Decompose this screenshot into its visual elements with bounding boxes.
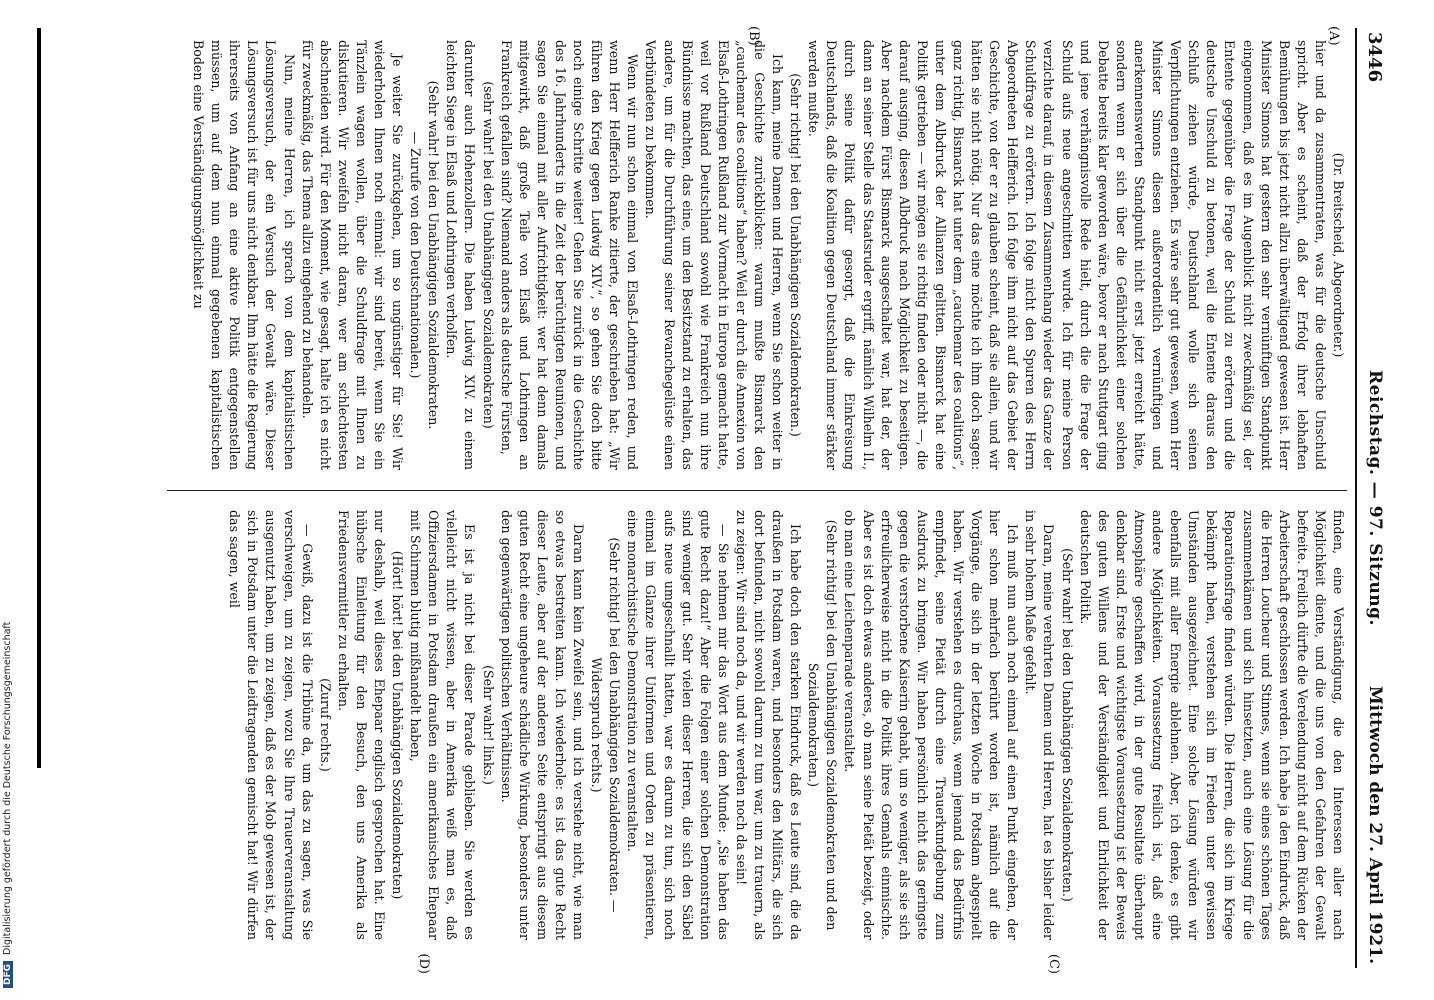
right-column <box>177 510 1347 940</box>
interjection: (Sehr richtig! bei den Unabhängigen Sozialdemokraten. — Widerspruch rechts.) <box>589 537 623 913</box>
dfg-logo: DFG <box>3 961 13 988</box>
paragraph: — Sie nehmen mir das Wort aus dem Munde: „Sie haben das gute Recht dazu!“ Aber die Folgen einer solchen Demonstration sind weniger gut. Sehr vielen dieser Herren, die sich den Säbel aufs neue umgeschnallt hatten, war es darum zu tun, sich noch einmal im Glanze ihrer Uniformen und Orden zu präsentieren, eine monarchistische Demonstration zu veranstalten. <box>625 510 731 940</box>
paragraph: Ich muß nun auch noch einmal auf einen Punkt eingehen, der hier schon mehrfach berührt worden ist, nämlich auf die Vorgänge, die sich in der letzten Woche in Potsdam abgespielt haben. Wir verstehen es durchaus, wenn jemand das Bedürfnis empfindet, seine Pietät durch eine Trauerkundgebung zum Ausdruck zu bringen. Wir haben persönlich nicht das geringste gegen die verstorbene Kaiserin gehabt, um so weniger, als sie sich erfreulicherweise nicht in die Politik ihres Gemahls einmischte. Aber es ist doch etwas anderes, ob man seine Pietät bezeigt, oder ob man eine Leichenparade veranstaltet. <box>842 510 1021 940</box>
interjection: — Zurufe von den Deutschnationalen.) <box>408 131 424 379</box>
page-number: 3446 <box>1364 32 1385 83</box>
paragraph: hier und da zusammentraten, was für die deutsche Unschuld spricht. Aber es scheint, daß der Erfolg ihrer lebhaften Bemühungen bis jetzt nicht allzu überwältigend gewesen ist. Herr Minister Simons hat gestern den sehr vernünftigen Standpunkt eingenommen, daß es im Augenblick nicht zweckmäßig sei, der Entente gegenüber die Frage der Schuld zu erörtern und die deutsche Unschuld zu betonen, weil die Entente daraus den Schluß ziehen würde, Deutschland wolle sich seinen Verpflichtungen entziehen. Es wäre sehr gut gewesen, wenn Herr Minister Simons diesen außerordentlich vernünftigen und anerkennenswerten Standpunkt nicht erst jetzt erreicht hätte, sondern wenn er sich über die Gefährlichkeit einer solchen Debatte bereits klar geworden wäre, bevor er nach Stuttgart ging und jene verhängnisvolle Rede hielt, durch die die Frage der Schuld aufs neue angeschnitten wurde. Ich für meine Person verzichte darauf, in diesem Zusammenhang wieder das Ganze der Schuldfrage zu erörtern. Ich folge nicht den Spuren des Herrn Abgeordneten Helfferich. Ich folge ihm nicht auf das Gebiet der Geschichte, von der er zu glauben scheint, daß sie allein, und wir hätten sie nicht nötig. Nur das eine möchte ich ihm doch sagen: ganz richtig, Bismarck hat unter dem „cauchemar des coalitions“, unter dem Albdruck der Allianzen gelitten. Bismarck hat eine Politik getrieben — wir mögen sie richtig finden oder nicht —, die darauf ausging, diesen Albdruck nach Möglichkeit zu beseitigen. Aber nachdem Fürst Bismarck ausgeschaltet war, hat der, der dann an seiner Stelle das Staatsruder ergriff, nämlich Wilhelm II., durch seine Politik dafür gesorgt, daß die Einkreisung Deutschlands, daß die Koalition gegen Deutschland immer stärker werden mußte. <box>806 40 1328 470</box>
paragraph: Es ist ja nicht bei dieser Parade geblieben. Sie werden es vielleicht nicht wissen, aber in Amerika weiß man es, daß Offiziersdamen in Potsdam draußen ein amerikanisches Ehepaar mit Schirmen blutig mißhandelt haben, <box>408 510 478 940</box>
scan-edge-rule <box>37 28 41 768</box>
digitization-credit <box>2 622 13 988</box>
paragraph: Wenn wir nun schon einmal von Elsaß-Lothringen reden, und wenn Herr Helfferich Ranke zitierte, der geschrieben hat: „Wir führen den Krieg gegen Ludwig XIV.“, so gehen Sie doch bitte noch einige Schritte weiter! Gehen Sie zurück in die Geschichte des 16. Jahrhunderts in die Zeit der berüchtigten Reunionen, und sagen Sie einmal mit aller Aufrichtigkeit: wer hat denn damals mitgewirkt, daß große Teile von Elsaß und Lothringen an Frankreich gefallen sind? Niemand anders als deutsche Fürsten, <box>498 40 641 470</box>
column-divider <box>167 490 1347 491</box>
paragraph: Daran, meine verehrten Damen und Herren, hat es bisher leider in sehr hohem Maße gefehlt. <box>1023 510 1057 940</box>
paragraph: darunter auch Hohenzollern. Die haben Ludwig XIV. zu einem leichten Siege in Elsaß und Lothringen verholfen. <box>444 40 478 470</box>
interjection: (Sehr wahr! bei den Unabhängigen Sozialdemokraten. <box>426 80 442 430</box>
margin-mark-d: (D) <box>416 953 431 974</box>
paragraph: nur deshalb, weil dieses Ehepaar englisch gesprochen hat. Eine hübsche Einleitung für den Besuch, den uns Amerika als Friedensvermittler zu erhalten. <box>335 510 388 940</box>
margin-mark-a: (A) <box>1326 26 1341 46</box>
interjection: (Sehr wahr! bei den Unabhängigen Sozialdemokraten.) <box>1059 548 1075 902</box>
interjection: (Hört! hört! bei den Unabhängigen Sozialdemokraten) <box>390 550 406 900</box>
interjection: (Sehr richtig! bei den Unabhängigen Sozialdemokraten.) <box>788 73 804 437</box>
paragraph: Ich kann, meine Damen und Herren, wenn Sie schon weiter in die Geschichte zurückblicken: warum mußte Bismarck den „cauchemar des coalitions“ haben? Weil er durch die Annexion von Elsaß-Lothringen Rußland zur Vormacht in Europa gemacht hatte, weil vor Rußland Deutschland sowohl wie Frankreich nun ihre Bündnisse machten, das eine, um den Besitzstand zu erhalten, das andere, um für die Durchführung seiner Revanchegelüste einen Verbündeten zu bekommen. <box>643 40 786 470</box>
paragraph: Je weiter Sie zurückgehen, um so ungünstiger für Sie! Wir wiederholen Ihnen noch einmal: wir sind bereit, wenn Sie ein Tänzlein wagen wollen, über die Schuldfrage mit Ihnen zu diskutieren. Wir zweifeln nicht daran, wer am schlechtesten abschneiden wird. Für den Moment, wie gesagt, halte ich es nicht für zweckmäßig, das Thema allzu eingehend zu behandeln. <box>299 40 406 470</box>
speaker-line: (Dr. Breitscheid, Abgeordneter.) <box>1331 152 1346 358</box>
page-header <box>1355 28 1391 968</box>
paragraph: Nun, meine Herren, ich sprach von dem kapitalistischen Lösungsversuch, der ein Versuch der Gewalt wäre. Dieser Lösungsversuch ist für uns nicht denkbar. Ihm hätte die Regierung ihrerseits von Anfang an eine aktive Politik entgegenstellen müssen, um auf dem nun einmal gegebenen kapitalistischen Boden eine Verständigungsmöglichkeit zu <box>191 40 297 470</box>
session-date: Mittwoch den 27. April 1921. <box>1365 685 1385 964</box>
margin-mark-c: (C) <box>1046 953 1061 974</box>
paragraph: Daran kann kein Zweifel sein, und ich verstehe nicht, wie man so etwas bestreiten kann. Ich wiederhole: es ist das gute Recht dieser Leute, aber auf der anderen Seite entspringt aus diesem guten Recht eine ungeheure schädliche Wirkung, besonders unter den gegenwärtigen politischen Verhältnissen. <box>498 510 587 940</box>
running-title: Reichstag. — 97. Sitzung. <box>1365 370 1385 626</box>
text-columns <box>157 28 1347 968</box>
interjection: (sehr wahr! bei den Unabhängigen Sozialdemokraten) <box>480 81 496 429</box>
left-column <box>177 40 1347 470</box>
paragraph: finden, eine Verständigung, die den Interessen aller nach Möglichkeit diente, und die uns von den Gefahren der Gewalt befreite. Freilich dürfte die Verelendung nicht auf dem Rücken der Arbeiterschaft geschlossen werden. Ich habe ja den Eindruck, daß die Herren Loucheur und Stinnes, wenn sie eines schönen Tages zusammenkämen und sich hinsetzten, auch eine Lösung für die Reparationsfrage finden würden. Die Herren, die sich im Kriege bekämpft haben, verstehen sich im Frieden unter gewissen Umständen ausgezeichnet. Eine solche Lösung würden wir ebenfalls mit aller Energie ablehnen. Aber, ich denke, es gibt andere Möglichkeiten. Voraussetzung freilich ist, daß eine Atmosphäre geschaffen wird, in der gute Resultate überhaupt denkbar sind. Erste und wichtigste Voraussetzung ist der Beweis des guten Willens und der Verständigkeit und Ehrlichkeit der deutschen Politik. <box>1077 510 1346 940</box>
interjection: (Zuruf rechts.) <box>317 678 333 772</box>
interjection: (Sehr richtig! bei den Unabhängigen Sozialdemokraten und den Sozialdemokraten.) <box>806 519 840 931</box>
interjection: (Sehr wahr! links.) <box>480 665 496 785</box>
paragraph: Ich habe doch den starken Eindruck, daß es Leute sind, die da draußen in Potsdam waren, und besonders den Militärs, die sich dort befunden, nicht sowohl darum zu tun war, um zu trauern, als zu zeigen: Wir sind noch da, und wir werden noch da sein! <box>733 510 804 940</box>
margin-mark-b: (B) <box>746 26 761 46</box>
paragraph: — Gewiß, dazu ist die Tribüne da, um das zu sagen, was Sie verschweigen, um zu zeigen, wozu Sie Ihre Trauerveranstaltung ausgenutzt haben, um zu zeigen, daß es der Mob gewesen ist, der sich in Potsdam unter die Leidtragenden gemischt hat! Wir dürfen das sagen, weil <box>227 510 315 940</box>
document-page <box>151 26 1391 974</box>
credit-text: Digitalisierung gefördert durch die Deutsche Forschungsgemeinschaft <box>2 621 13 955</box>
